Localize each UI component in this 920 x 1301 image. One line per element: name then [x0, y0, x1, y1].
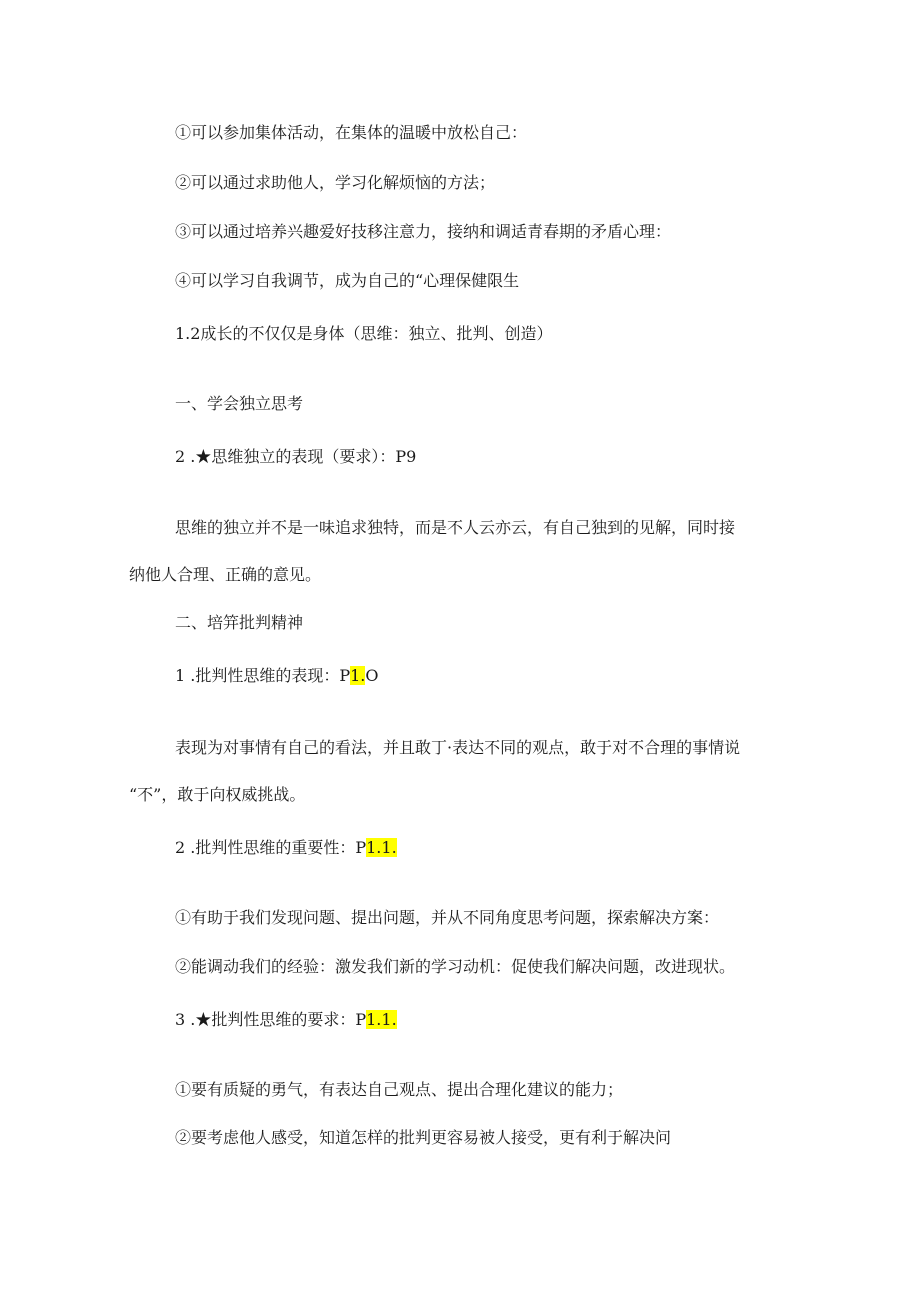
- subheading: [175, 838, 397, 858]
- subheading-suffix: O: [365, 666, 379, 685]
- paragraph-line: “不”，敢于向权威挑战。: [129, 785, 306, 804]
- list-item: ②能调动我们的经验：激发我们新的学习动机：促使我们解决问题，改进现状。: [175, 957, 736, 976]
- list-item: ①要有质疑的勇气，有表达自己观点、提出合理化建议的能力；: [175, 1080, 624, 1099]
- list-item: ④可以学习自我调节，成为自己的“心理保健限生: [175, 271, 520, 290]
- subheading: 2 .★思维独立的表现（要求）：P9: [175, 447, 417, 466]
- list-item: ①有助于我们发现问题、提出问题，并从不同角度思考问题，探索解决方案：: [175, 908, 720, 927]
- subheading: [175, 1010, 397, 1030]
- subheading-text: 3 .★批判性思维的要求：P: [175, 1010, 367, 1029]
- subheading-text: 2 .批判性思维的重要性：P: [175, 838, 367, 857]
- list-item: ②要考虑他人感受，知道怎样的批判更容易被人接受，更有利于解决问: [175, 1128, 672, 1147]
- subheading: [175, 666, 379, 686]
- list-item: ①可以参加集体活动，在集体的温暖中放松自己：: [175, 123, 528, 142]
- list-item: ③可以通过培养兴趣爱好技移注意力，接纳和调适青春期的矛盾心理：: [175, 222, 672, 241]
- highlighted-page-ref: 1.: [350, 666, 366, 685]
- section-heading: 二、培笄批判精神: [175, 613, 304, 632]
- paragraph-line: 纳他人合理、正确的意见。: [129, 565, 322, 584]
- section-heading: 一、学会独立思考: [175, 394, 304, 413]
- highlighted-page-ref: 1.1.: [366, 1010, 397, 1029]
- subheading-text: 1 .批判性思维的表现：P: [175, 666, 351, 685]
- highlighted-page-ref: 1.1.: [366, 838, 397, 857]
- paragraph-line: 表现为对事情有自己的看法，并且敢丁·表达不同的观点，敢于对不合理的事情说: [175, 738, 741, 757]
- section-heading: 1.2成长的不仅仅是身体（思维：独立、批判、创造）: [175, 324, 553, 343]
- paragraph-line: 思维的独立并不是一味追求独特，而是不人云亦云，有自己独到的见解，同时接: [175, 518, 736, 537]
- list-item: ②可以通过求助他人，学习化解烦恼的方法；: [175, 173, 496, 192]
